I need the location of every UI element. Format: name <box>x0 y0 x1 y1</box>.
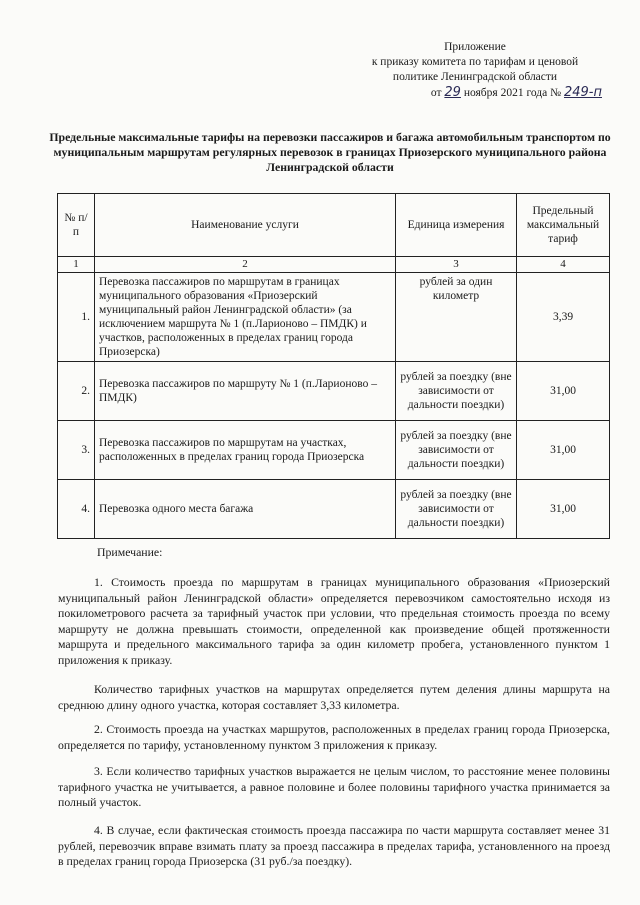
column-number: 1 <box>58 257 95 273</box>
column-number-row <box>58 257 610 273</box>
row-number: 1. <box>58 273 95 362</box>
header-unit: Единица измерения <box>396 194 517 257</box>
service-name: Перевозка одного места багажа <box>95 480 396 539</box>
row-number: 4. <box>58 480 95 539</box>
column-number: 2 <box>95 257 396 273</box>
note-paragraph-1: 1. Стоимость проезда по маршрутам в границах муниципального образования «Приозерский муниципальный район Ленинградской области» определяется перевозчиком самостоятельно исходя из покилометрового расчета за тарифный участок при условии, что предельная стоимость проезда по всему маршруту не должна превышать стоимости, определенной как произведение общей протяженности маршрута и предельного максимального тарифа за один километр пробега, установленного пунктом 1 приложения к приказу. <box>58 575 610 667</box>
appendix-header <box>340 40 610 101</box>
table-row <box>58 273 610 362</box>
note-paragraph-4: 4. В случае, если фактическая стоимость проезда пассажира по части маршрута составляет менее 31 рублей, перевозчик вправе взимать плату за проезд пассажира в пределах тарифа, установленного на проезд в пределах границ города Приозерска (31 руб./за поездку). <box>58 823 610 868</box>
service-name: Перевозка пассажиров по маршрутам в границах муниципального образования «Приозерский муниципальный район Ленинградской области» (за исключением маршрута № 1 (п.Ларионово – ПМДК) и участков, расположенных в пределах границ города Приозерска) <box>95 273 396 362</box>
date-day-handwritten: 29 <box>444 85 461 100</box>
document-title: Предельные максимальные тарифы на перевозки пассажиров и багажа автомобильным транспортом по муниципальным маршрутам регулярных перевозок в границах Приозерского муниципального района Ленинградской области <box>49 130 611 174</box>
tariff-value: 31,00 <box>517 480 610 539</box>
note-paragraph-3: 3. Если количество тарифных участков выражается не целым числом, то расстояние менее половины тарифного участка не учитывается, а равное половине и более половины тарифного участка принимается за полный участок. <box>58 764 610 809</box>
table-row <box>58 480 610 539</box>
unit-of-measure: рублей за один километр <box>396 273 517 362</box>
header-service: Наименование услуги <box>95 194 396 257</box>
table-header-row <box>58 194 610 257</box>
appendix-order-ref: к приказу комитета по тарифам и ценовой <box>371 56 579 68</box>
tariffs-table <box>57 193 610 539</box>
order-number-handwritten: 249-п <box>563 85 602 100</box>
appendix-date-line <box>340 85 610 101</box>
header-tariff: Предельный максимальный тариф <box>517 194 610 257</box>
unit-of-measure: рублей за поездку (вне зависимости от дальности поездки) <box>396 480 517 539</box>
row-number: 3. <box>58 421 95 480</box>
appendix-committee: политике Ленинградской области <box>392 71 558 83</box>
date-mid: ноября 2021 года № <box>463 87 562 99</box>
tariff-value: 3,39 <box>517 273 610 362</box>
service-name: Перевозка пассажиров по маршруту № 1 (п.Ларионово – ПМДК) <box>95 362 396 421</box>
note-paragraph-2: 2. Стоимость проезда на участках маршрутов, расположенных в пределах границ города Приозерска, определяется по тарифу, установленному пунктом 3 приложения к приказу. <box>58 722 610 752</box>
appendix-label: Приложение <box>444 41 506 53</box>
table-row <box>58 362 610 421</box>
tariff-value: 31,00 <box>517 362 610 421</box>
notes-heading: Примечание: <box>97 545 163 559</box>
column-number: 4 <box>517 257 610 273</box>
date-prefix: от <box>430 87 442 99</box>
column-number: 3 <box>396 257 517 273</box>
unit-of-measure: рублей за поездку (вне зависимости от дальности поездки) <box>396 421 517 480</box>
table-row <box>58 421 610 480</box>
header-no: № п/п <box>58 194 95 257</box>
row-number: 2. <box>58 362 95 421</box>
unit-of-measure: рублей за поездку (вне зависимости от дальности поездки) <box>396 362 517 421</box>
service-name: Перевозка пассажиров по маршрутам на участках, расположенных в пределах границ города Приозерска <box>95 421 396 480</box>
tariff-value: 31,00 <box>517 421 610 480</box>
note-paragraph-1-continued: Количество тарифных участков на маршрутах определяется путем деления длины маршрута на среднюю длину одного участка, которая составляет 3,33 километра. <box>58 682 610 712</box>
